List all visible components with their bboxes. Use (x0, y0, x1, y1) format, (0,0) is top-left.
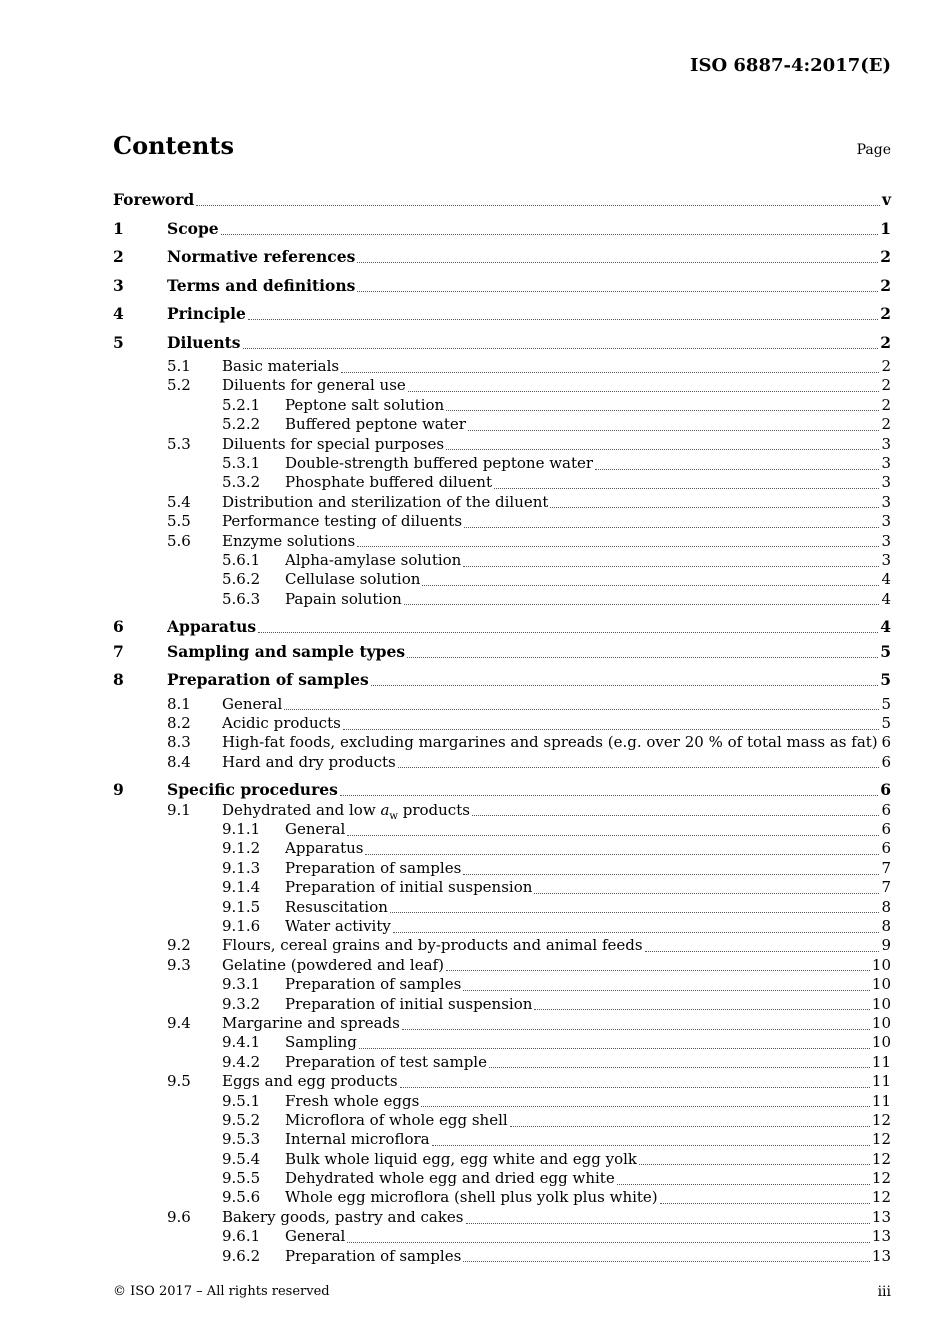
toc-entry-number: 4 (113, 304, 124, 323)
toc-entry-page: 2 (881, 357, 891, 375)
toc-entry[interactable] (113, 1188, 891, 1207)
toc-entry-number: 9.6 (167, 1207, 191, 1226)
toc-entry-title: Scope (167, 218, 219, 238)
toc-entry-title: Phosphate buffered diluent (285, 473, 492, 492)
toc-entry-title: Diluents for general use (222, 376, 406, 395)
toc-entry-page: 3 (881, 531, 891, 550)
toc-entry[interactable] (113, 1208, 891, 1227)
dot-leader (398, 766, 880, 768)
toc-entry-page: 7 (881, 858, 891, 877)
toc-entry-title: Microflora of whole egg shell (285, 1110, 508, 1129)
toc-entry-page: 9 (881, 936, 891, 955)
toc-entry[interactable] (113, 454, 891, 473)
dot-leader (347, 834, 879, 836)
dot-leader (489, 1066, 870, 1068)
toc-entry-number: 9.1.5 (222, 897, 261, 916)
toc-entry[interactable] (113, 532, 891, 551)
toc-entry-number: 5.2.2 (222, 415, 261, 434)
dot-leader (446, 448, 879, 450)
toc-entry-title: General (285, 1227, 346, 1246)
toc-entry-number: 5.3 (167, 434, 191, 453)
toc-entry-number: 9.3.2 (222, 994, 261, 1013)
toc-entry-page: 12 (871, 1188, 891, 1207)
dot-leader (393, 931, 880, 933)
toc-entry-title: Principle (167, 304, 246, 323)
toc-entry-number: 9.2 (167, 936, 191, 955)
toc-entry-number: 5.3.2 (222, 473, 261, 492)
toc-entry[interactable] (113, 1092, 891, 1111)
toc-entry-number: 5.6.3 (222, 589, 261, 608)
toc-entry-number: 9.6.2 (222, 1246, 261, 1265)
toc-entry-number: 6 (113, 617, 124, 637)
toc-entry-page: 4 (881, 589, 891, 608)
toc-entry[interactable] (113, 590, 891, 609)
toc-entry-title: Basic materials (222, 357, 340, 375)
toc-entry-title: Normative references (167, 247, 356, 266)
toc-entry-title: Fresh whole eggs (285, 1091, 420, 1110)
toc-entry-number: 9.3 (167, 955, 191, 974)
dot-leader (408, 390, 880, 392)
toc-entry[interactable] (113, 956, 891, 975)
dot-leader (421, 1105, 870, 1107)
dot-leader (402, 1028, 870, 1030)
dot-leader (510, 1125, 870, 1127)
toc-entry[interactable] (113, 243, 891, 272)
toc-entry-title: Water activity (285, 916, 391, 935)
toc-entry[interactable] (113, 617, 891, 638)
toc-entry-title: Distribution and sterilization of the diluent (222, 492, 549, 511)
toc-entry-number: 5.3.1 (222, 453, 261, 472)
toc-entry-number: 9.1 (167, 800, 191, 819)
toc-entry-title: Preparation of samples (285, 975, 462, 994)
toc-entry-page: 2 (880, 332, 891, 352)
dot-leader (639, 1163, 870, 1165)
toc-entry[interactable] (113, 473, 891, 492)
toc-entry[interactable] (113, 376, 891, 395)
toc-entry[interactable] (113, 415, 891, 434)
toc-entry[interactable] (113, 1247, 891, 1266)
toc-entry[interactable] (113, 186, 891, 215)
dot-leader (466, 1222, 870, 1224)
toc-entry-page: 11 (871, 1052, 891, 1071)
dot-leader (494, 487, 879, 489)
toc-entry[interactable] (113, 695, 891, 714)
toc-entry-page: 8 (881, 897, 891, 916)
toc-entry-number: 5.5 (167, 512, 191, 531)
toc-entry-page: 6 (881, 733, 891, 752)
toc-entry-page: 12 (871, 1149, 891, 1168)
toc-entry-number: 5.2.1 (222, 395, 261, 414)
dot-leader (357, 545, 879, 547)
dot-leader (472, 814, 880, 816)
dot-leader (284, 708, 879, 710)
toc-entry-title: Cellulase solution (285, 570, 421, 589)
dot-leader (660, 1202, 870, 1204)
dot-leader (595, 468, 879, 470)
toc-entry-page: 5 (881, 694, 891, 713)
contents-title: Contents (113, 131, 234, 160)
toc-entry-page: 8 (881, 916, 891, 935)
toc-entry-page: 10 (871, 975, 891, 994)
toc-entry-number: 9.5 (167, 1072, 191, 1091)
toc-entry-page: 6 (881, 800, 891, 819)
toc-entry-title: General (222, 694, 283, 713)
toc-entry-page: 5 (880, 641, 891, 661)
dot-leader (463, 565, 879, 567)
document-id: ISO 6887-4:2017(E) (690, 55, 891, 76)
toc-entry-number: 9.1.3 (222, 858, 261, 877)
dot-leader (365, 853, 879, 855)
toc-entry-title: Buffered peptone water (285, 415, 466, 434)
dot-leader (390, 911, 880, 913)
toc-entry-number: 9.1.2 (222, 839, 261, 858)
page-column-label: Page (856, 142, 891, 158)
toc-entry-page: 10 (871, 1013, 891, 1032)
toc-entry-title: Sampling (285, 1033, 357, 1052)
toc-entry-page: 2 (881, 415, 891, 434)
dot-leader (463, 989, 870, 991)
dot-leader (446, 969, 870, 971)
toc-entry-title: Resuscitation (285, 897, 388, 916)
toc-entry[interactable] (113, 1169, 891, 1188)
dot-leader (534, 1008, 870, 1010)
dot-leader (404, 603, 880, 605)
toc-entry-page: 3 (881, 453, 891, 472)
dot-leader (371, 684, 878, 686)
copyright-notice: © ISO 2017 – All rights reserved (113, 1284, 330, 1299)
toc-entry[interactable] (113, 493, 891, 512)
toc-entry-page: 6 (881, 820, 891, 839)
toc-entry-number: 9.5.3 (222, 1130, 261, 1149)
toc-entry-number: 5.4 (167, 492, 191, 511)
dot-leader (550, 506, 879, 508)
toc-entry-page: 3 (881, 434, 891, 453)
dot-leader (422, 584, 879, 586)
toc-entry-number: 1 (113, 218, 124, 238)
dot-leader (196, 204, 880, 206)
toc-entry-title: Flours, cereal grains and by-products and animal feeds (222, 936, 643, 955)
toc-entry[interactable] (113, 733, 891, 752)
toc-entry-number: 9.3.1 (222, 975, 261, 994)
dot-leader (400, 1086, 870, 1088)
toc-entry[interactable] (113, 820, 891, 839)
dot-leader (617, 1183, 870, 1185)
toc-entry-page: 6 (880, 780, 891, 800)
toc-entry-page: 13 (871, 1207, 891, 1226)
toc-entry-title: Whole egg microflora (shell plus yolk plus white) (285, 1188, 658, 1207)
toc-entry[interactable] (113, 975, 891, 994)
table-of-contents (113, 186, 891, 1266)
toc-entry[interactable] (113, 1014, 891, 1033)
toc-entry[interactable] (113, 878, 891, 897)
toc-entry[interactable] (113, 1150, 891, 1169)
toc-entry-title: Acidic products (222, 713, 341, 732)
toc-entry-page: 4 (880, 617, 891, 637)
toc-entry-title: Papain solution (285, 589, 402, 608)
toc-entry-page: 3 (881, 473, 891, 492)
dot-leader (432, 1144, 870, 1146)
toc-entry[interactable] (113, 898, 891, 917)
toc-entry[interactable] (113, 570, 891, 589)
toc-entry-title: Terms and definitions (167, 275, 356, 295)
toc-entry-number: 5 (113, 332, 124, 352)
toc-entry-title: Preparation of samples (285, 858, 462, 877)
toc-entry-title: Foreword (113, 190, 195, 209)
toc-entry-number: 9.1.6 (222, 916, 261, 935)
toc-entry[interactable] (113, 1227, 891, 1246)
toc-entry-page: 2 (881, 376, 891, 395)
toc-entry-page: 10 (871, 994, 891, 1013)
toc-entry-page: 5 (880, 670, 891, 690)
toc-entry-page: 2 (880, 304, 891, 323)
toc-entry[interactable] (113, 1072, 891, 1091)
toc-entry-title: Peptone salt solution (285, 395, 445, 414)
toc-entry[interactable] (113, 714, 891, 733)
toc-entry-number: 9.4.1 (222, 1033, 261, 1052)
dot-leader (258, 631, 878, 633)
toc-entry-number: 2 (113, 247, 124, 266)
toc-entry[interactable] (113, 396, 891, 415)
toc-entry-page: 12 (871, 1130, 891, 1149)
toc-entry-number: 8.2 (167, 713, 191, 732)
toc-entry-number: 3 (113, 275, 124, 295)
dot-leader (534, 892, 879, 894)
toc-entry-number: 5.6 (167, 531, 191, 550)
toc-entry-title: Double-strength buffered peptone water (285, 453, 594, 472)
toc-entry[interactable] (113, 666, 891, 695)
toc-entry-number: 9.1.4 (222, 878, 261, 897)
toc-entry-title: Apparatus (285, 839, 364, 858)
toc-entry-title: Dehydrated and low $a_w$ products (222, 800, 470, 822)
toc-entry-number: 9.1.1 (222, 820, 261, 839)
toc-entry-title: Performance testing of diluents (222, 512, 463, 531)
toc-entry-page: 3 (881, 550, 891, 569)
toc-entry-title: Preparation of initial suspension (285, 994, 533, 1013)
toc-entry-number: 8.4 (167, 752, 191, 771)
toc-entry-number: 5.1 (167, 357, 191, 375)
dot-leader (645, 950, 880, 952)
toc-entry[interactable] (113, 300, 891, 329)
dot-leader (243, 347, 879, 349)
toc-entry-title: Internal microflora (285, 1130, 430, 1149)
toc-entry-number: 9.5.2 (222, 1110, 261, 1129)
toc-entry-title: Preparation of test sample (285, 1052, 487, 1071)
toc-entry-number: 5.6.2 (222, 570, 261, 589)
dot-leader (468, 429, 880, 431)
toc-entry-title: Bulk whole liquid egg, egg white and egg yolk (285, 1149, 637, 1168)
toc-entry[interactable] (113, 638, 891, 667)
toc-entry-title: Alpha-amylase solution (285, 550, 462, 569)
toc-entry-number: 8 (113, 670, 124, 690)
toc-entry-page: 10 (871, 1033, 891, 1052)
toc-entry-title: Bakery goods, pastry and cakes (222, 1207, 464, 1226)
toc-entry-number: 5.6.1 (222, 550, 261, 569)
toc-entry-title: Hard and dry products (222, 752, 396, 771)
toc-entry-number: 9.5.6 (222, 1188, 261, 1207)
toc-entry-title: Margarine and spreads (222, 1013, 400, 1032)
toc-entry[interactable] (113, 329, 891, 358)
dot-leader (341, 371, 879, 373)
toc-entry-title: Eggs and egg products (222, 1072, 398, 1091)
toc-entry[interactable] (113, 839, 891, 858)
toc-entry-title: Specific procedures (167, 780, 338, 800)
dot-leader (343, 728, 880, 730)
toc-entry-number: 9.4.2 (222, 1052, 261, 1071)
toc-entry[interactable] (113, 1130, 891, 1149)
toc-entry-title: Diluents (167, 332, 241, 352)
toc-entry-page: 2 (880, 247, 891, 266)
toc-entry-page: 3 (881, 512, 891, 531)
toc-entry-page: 13 (871, 1227, 891, 1246)
toc-entry-page: 6 (881, 839, 891, 858)
toc-entry-title: Preparation of initial suspension (285, 878, 533, 897)
toc-entry-number: 8.1 (167, 694, 191, 713)
toc-entry[interactable] (113, 780, 891, 801)
toc-entry-page: 10 (871, 955, 891, 974)
toc-entry[interactable] (113, 1111, 891, 1130)
toc-entry[interactable] (113, 1033, 891, 1052)
dot-leader (248, 318, 878, 320)
toc-entry[interactable] (113, 753, 891, 772)
dot-leader (340, 794, 878, 796)
toc-entry-number: 8.3 (167, 733, 191, 752)
toc-entry-title: Preparation of samples (285, 1246, 462, 1265)
toc-entry-page: 11 (871, 1072, 891, 1091)
toc-entry[interactable] (113, 357, 891, 376)
toc-entry[interactable] (113, 272, 891, 301)
toc-entry-number: 9.4 (167, 1013, 191, 1032)
dot-leader (221, 233, 879, 235)
toc-entry-page: 12 (871, 1110, 891, 1129)
toc-entry-page: 6 (881, 752, 891, 771)
toc-entry-page: 5 (881, 713, 891, 732)
toc-entry[interactable] (113, 936, 891, 955)
toc-entry-number: 9 (113, 780, 124, 800)
toc-entry-number: 5.2 (167, 376, 191, 395)
toc-entry[interactable] (113, 215, 891, 244)
dot-leader (407, 656, 878, 658)
toc-entry-page: 3 (881, 492, 891, 511)
toc-entry[interactable] (113, 801, 891, 820)
toc-entry-title: Gelatine (powdered and leaf) (222, 955, 444, 974)
toc-entry-title: Apparatus (167, 617, 257, 637)
dot-leader (464, 526, 879, 528)
page-number: iii (877, 1284, 891, 1300)
dot-leader (446, 409, 879, 411)
toc-entry[interactable] (113, 859, 891, 878)
dot-leader (463, 873, 879, 875)
toc-entry-title: Diluents for special purposes (222, 434, 445, 453)
dot-leader (463, 1260, 870, 1262)
toc-entry-title: High-fat foods, excluding margarines and spreads (e.g. over 20 % of total mass as fat) (222, 733, 878, 752)
toc-entry-title: General (285, 820, 346, 839)
toc-entry-page: 12 (871, 1169, 891, 1188)
toc-entry[interactable] (113, 512, 891, 531)
toc-entry[interactable] (113, 551, 891, 570)
toc-entry-number: 9.5.5 (222, 1169, 261, 1188)
toc-entry-title: Preparation of samples (167, 670, 369, 690)
toc-entry-number: 9.5.1 (222, 1091, 261, 1110)
toc-entry-page: 1 (880, 218, 891, 238)
toc-entry[interactable] (113, 1053, 891, 1072)
toc-entry-number: 9.6.1 (222, 1227, 261, 1246)
dot-leader (347, 1241, 870, 1243)
toc-entry-page: 4 (881, 570, 891, 589)
toc-entry-page: 11 (871, 1091, 891, 1110)
toc-entry-page: 2 (881, 395, 891, 414)
toc-entry-page: 2 (880, 275, 891, 295)
toc-entry[interactable] (113, 995, 891, 1014)
toc-entry[interactable] (113, 917, 891, 936)
toc-entry-page: v (881, 190, 891, 209)
toc-entry-number: 9.5.4 (222, 1149, 261, 1168)
toc-entry-number: 7 (113, 641, 124, 661)
toc-entry-title: Sampling and sample types (167, 641, 406, 661)
dot-leader (357, 261, 878, 263)
toc-entry-title: Enzyme solutions (222, 531, 356, 550)
toc-entry-page: 7 (881, 878, 891, 897)
dot-leader (357, 290, 878, 292)
toc-entry-page: 13 (871, 1246, 891, 1265)
toc-entry[interactable] (113, 435, 891, 454)
toc-entry-title: Dehydrated whole egg and dried egg white (285, 1169, 615, 1188)
dot-leader (359, 1047, 870, 1049)
